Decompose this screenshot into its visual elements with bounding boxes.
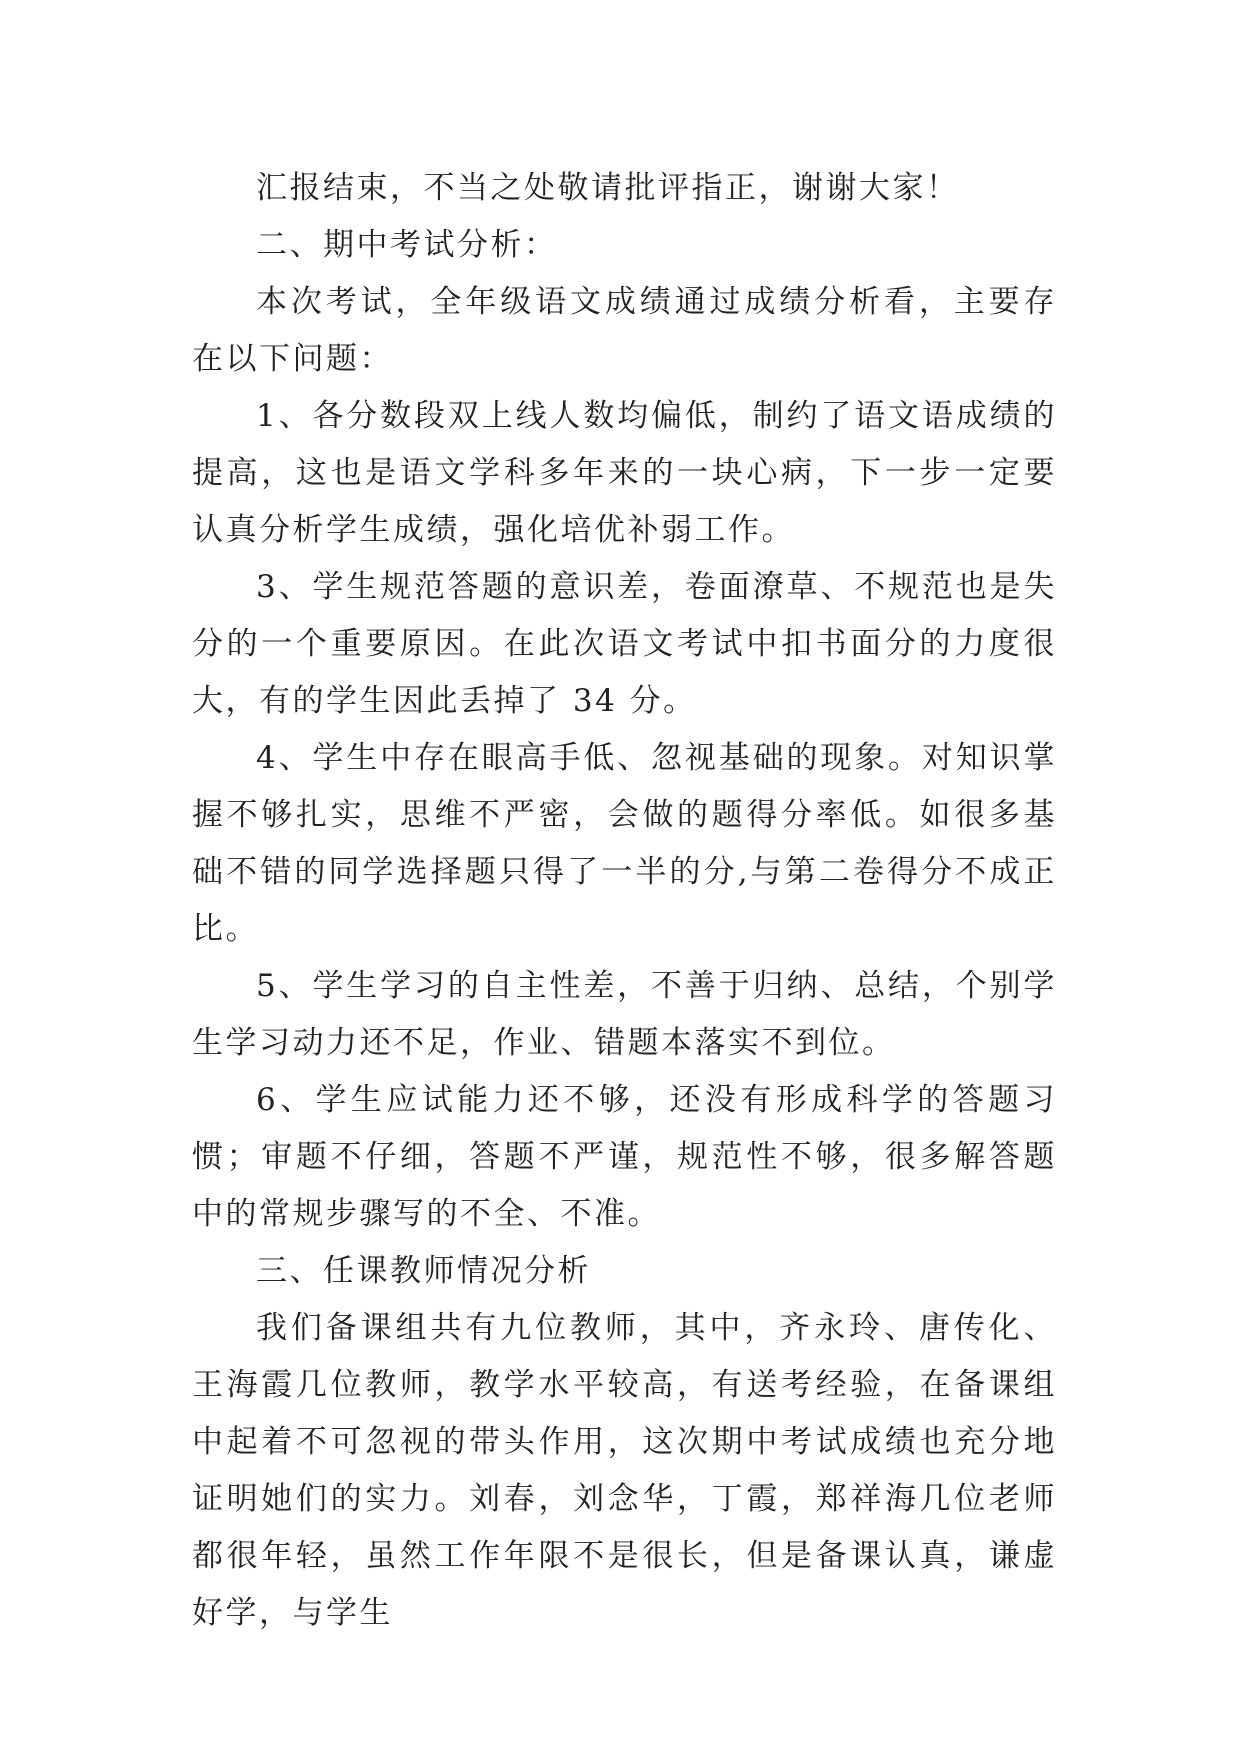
paragraph-closing-remark: 汇报结束，不当之处敬请批评指正，谢谢大家！	[256, 170, 960, 206]
paragraph-teacher-overview: 我们备课组共有九位教师，其中，齐永玲、唐传化、王海霞几位教师，教学水平较高，有送考经验，在备课组中起着不可忽视的带头作用，这次期中考试成绩也充分地证明她们的实力。刘春，刘念华，丁霞，郑祥海几位老师都很年轻，虽然工作年限不是很长，但是备课认真，谦虚好学，与学生	[192, 1310, 1057, 1631]
list-item-problem-1: 1、各分数段双上线人数均偏低，制约了语文语成绩的提高，这也是语文学科多年来的一块心病，下一步一定要认真分析学生成绩，强化培优补弱工作。	[192, 398, 1057, 548]
list-item-problem-4: 4、学生中存在眼高手低、忽视基础的现象。对知识掌握不够扎实，思维不严密，会做的题得分率低。如很多基础不错的同学选择题只得了一半的分,与第二卷得分不成正比。	[192, 740, 1057, 947]
list-item-problem-3: 3、学生规范答题的意识差，卷面潦草、不规范也是失分的一个重要原因。在此次语文考试中扣书面分的力度很大，有的学生因此丢掉了 34 分。	[192, 569, 1057, 719]
document-body	[192, 160, 1057, 1642]
section-heading-midterm-analysis: 二、期中考试分析：	[256, 227, 558, 263]
list-item-problem-5: 5、学生学习的自主性差，不善于归纳、总结，个别学生学习动力还不足，作业、错题本落实不到位。	[192, 968, 1057, 1061]
list-item-problem-6: 6、学生应试能力还不够，还没有形成科学的答题习惯；审题不仔细，答题不严谨，规范性不够，很多解答题中的常规步骤写的不全、不准。	[192, 1082, 1057, 1232]
paragraph-exam-overview: 本次考试，全年级语文成绩通过成绩分析看，主要存在以下问题：	[192, 284, 1057, 377]
section-heading-teacher-analysis: 三、任课教师情况分析	[256, 1253, 591, 1289]
